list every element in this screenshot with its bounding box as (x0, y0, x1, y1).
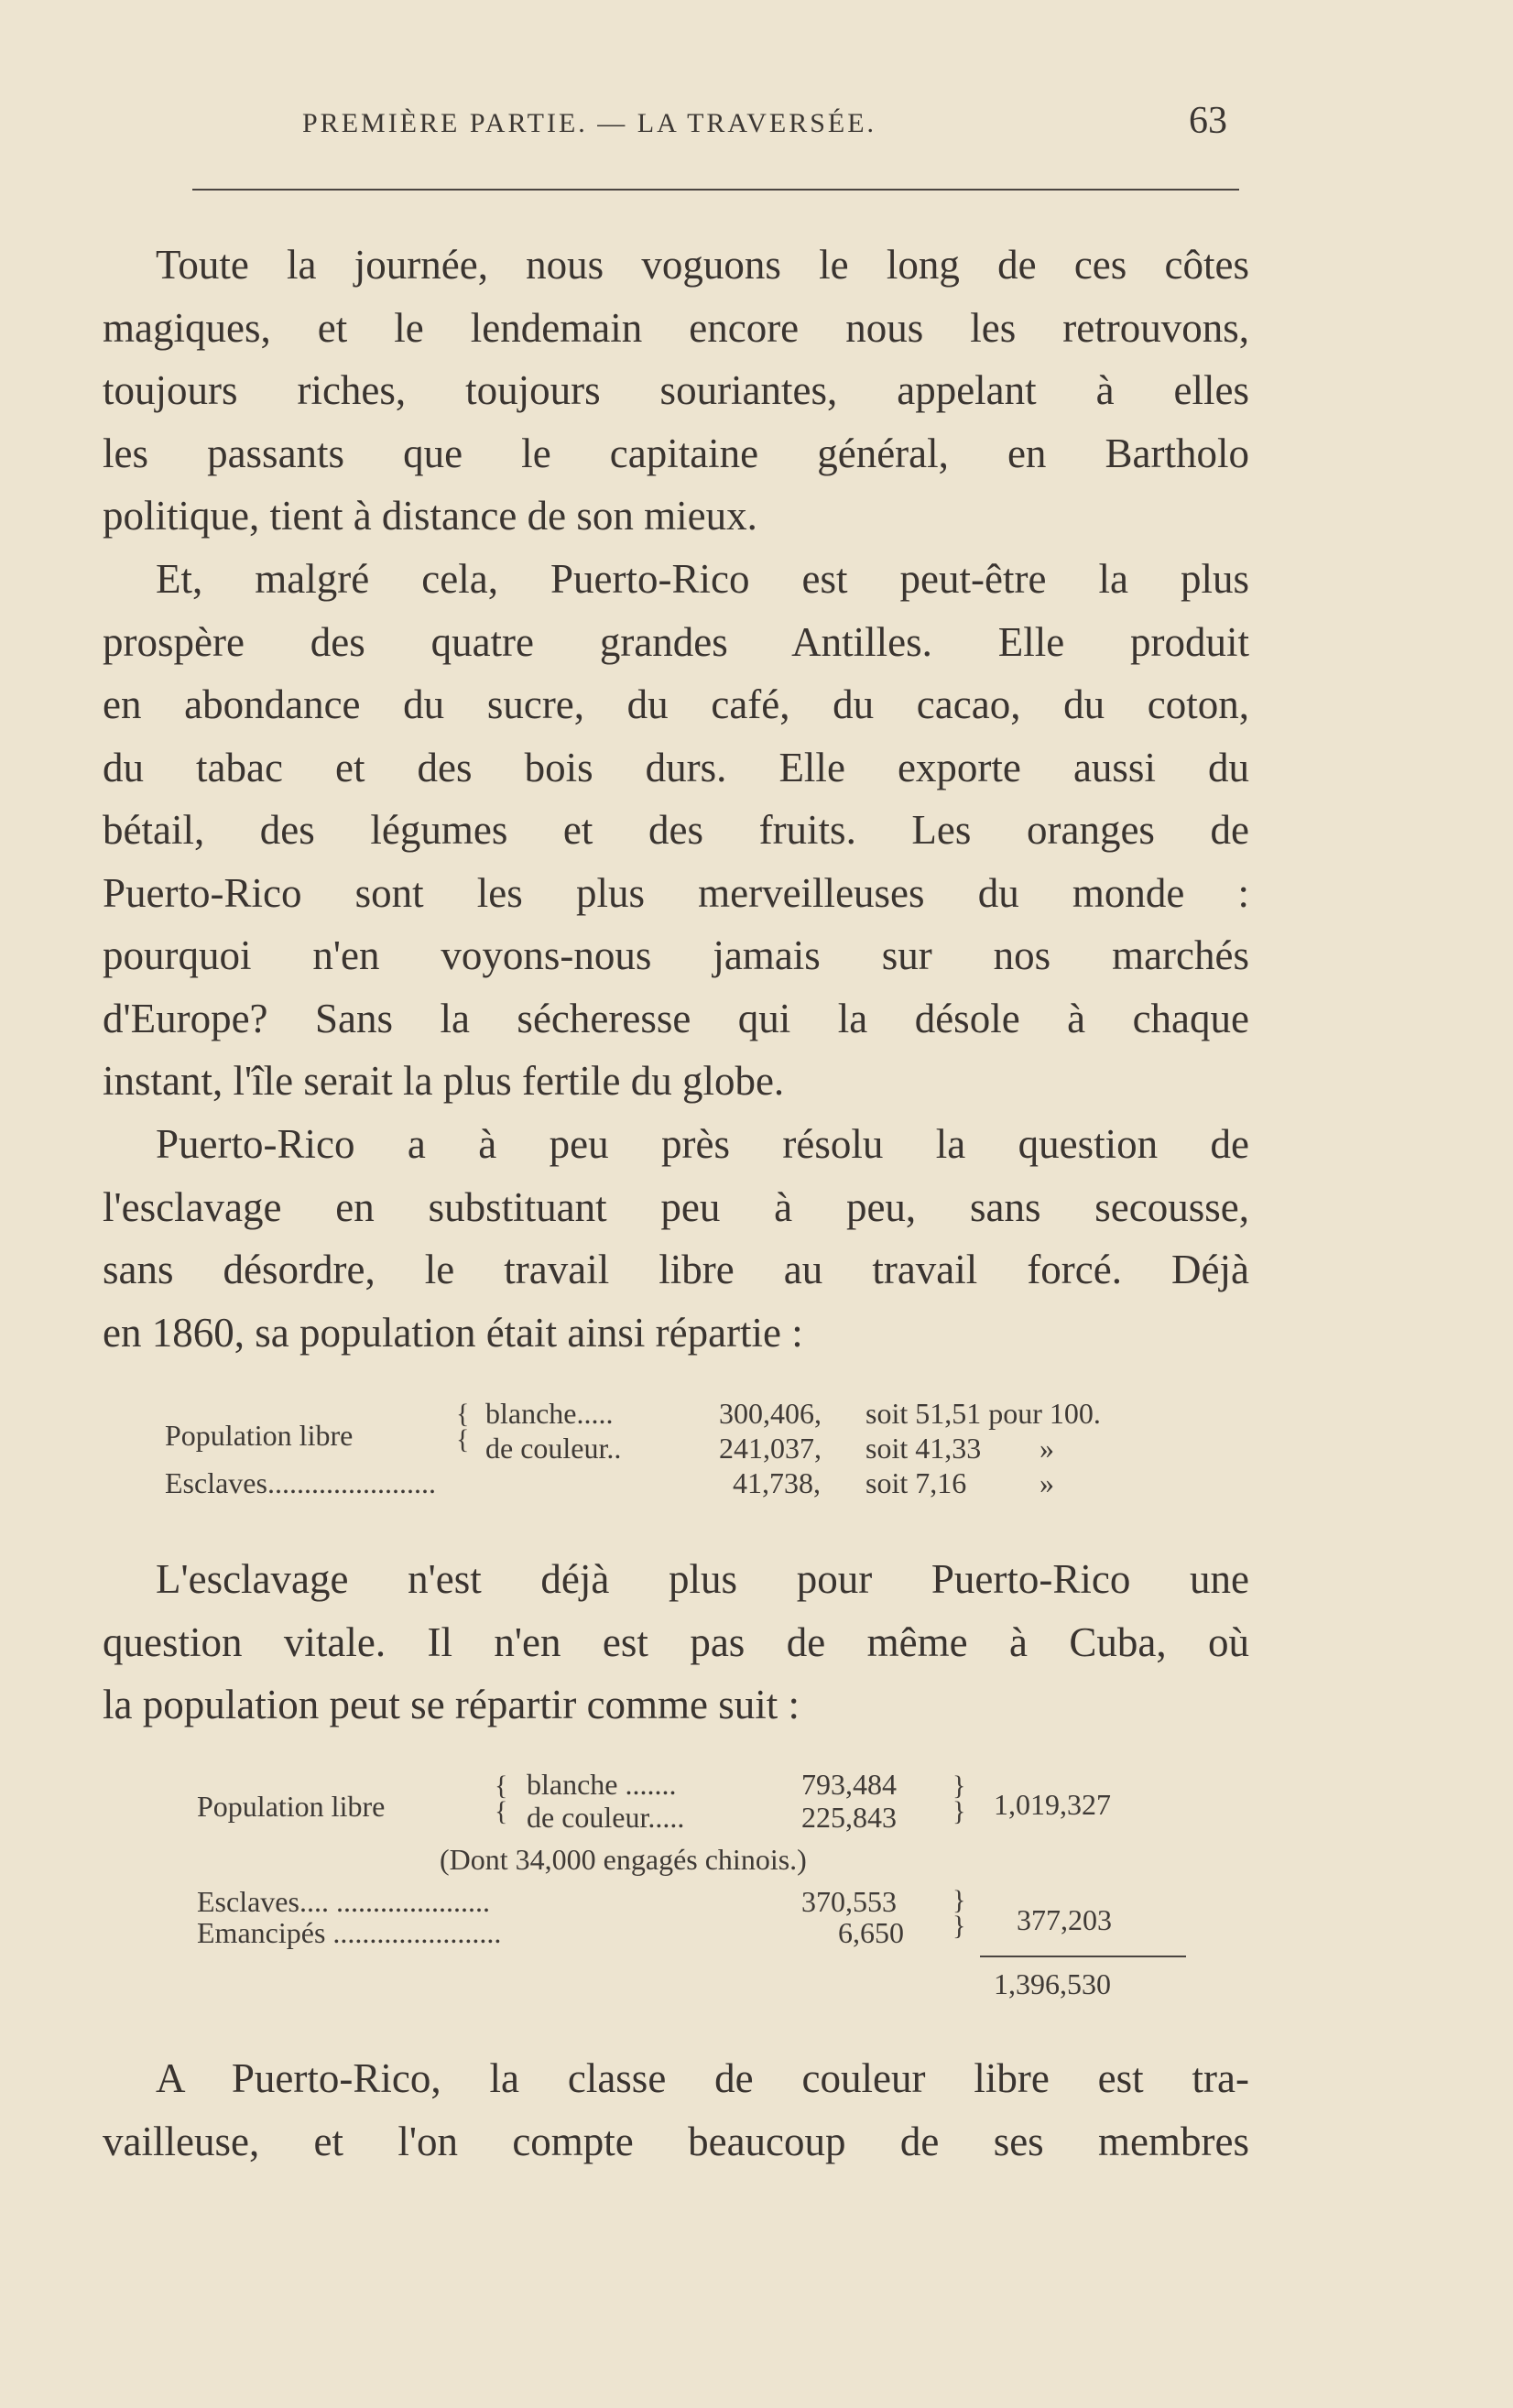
brace-glyph: } (952, 1796, 966, 1826)
grand-total: 1,396,530 (994, 1967, 1111, 2000)
text-line: A Puerto-Rico, la classe de couleur libre est tra- (156, 2055, 1249, 2101)
row-label: Esclaves.... ..................... (197, 1885, 490, 1918)
text-line: L'esclavage n'est déjà plus pour Puerto-Rico une (156, 1556, 1249, 1602)
page-number: 63 (1189, 100, 1227, 142)
row-value: 225,843 (801, 1801, 897, 1834)
running-title: PREMIÈRE PARTIE. — LA TRAVERSÉE. (302, 108, 877, 138)
text-line: en abondance du sucre, du café, du cacao, du coton, (103, 681, 1249, 727)
text-line: la population peut se répartir comme suit : (103, 1682, 800, 1727)
population-table-puerto-rico (165, 1397, 1218, 1511)
text-line: les passants que le capitaine général, en Bartholo (103, 430, 1249, 476)
text-line: vailleuse, et l'on compte beaucoup de ses membres (103, 2118, 1249, 2164)
row-value: 41,738, (733, 1466, 821, 1499)
text-line: politique, tient à distance de son mieux. (103, 493, 757, 539)
row-value: 300,406, (719, 1397, 822, 1430)
paragraph-4 (103, 1548, 1249, 1737)
text-line: en 1860, sa population était ainsi répartie : (103, 1309, 803, 1356)
brace-glyph: { (456, 1399, 470, 1429)
brace-glyph: } (952, 1885, 966, 1915)
row-label: blanche ....... (527, 1768, 677, 1801)
text-line: instant, l'île serait la plus fertile du globe. (103, 1058, 785, 1104)
brace-glyph: } (952, 1911, 966, 1941)
sum-rule (980, 1956, 1186, 1957)
brace-glyph: { (495, 1771, 508, 1801)
row-percentage: soit 7,16 (865, 1466, 967, 1499)
text-line: magiques, et le lendemain encore nous les retrouvons, (103, 304, 1249, 351)
paragraph-1 (103, 234, 1249, 548)
paragraph-5 (103, 2047, 1249, 2173)
group-label: Population libre (165, 1419, 354, 1452)
text-line: Puerto-Rico sont les plus merveilleuses du monde : (103, 869, 1249, 916)
paragraph-2 (103, 548, 1249, 1113)
row-percentage: soit 41,33 (865, 1432, 982, 1465)
header-rule (192, 189, 1239, 191)
row-label: Esclaves....................... (165, 1466, 436, 1499)
row-percentage: soit 51,51 pour 100. (865, 1397, 1101, 1430)
text-line: question vitale. Il n'en est pas de même à Cuba, où (103, 1618, 1249, 1665)
ditto-mark: » (1040, 1432, 1054, 1465)
text-line: du tabac et des bois durs. Elle exporte aussi du (103, 744, 1249, 790)
text-line: Et, malgré cela, Puerto-Rico est peut-être la plus (156, 556, 1249, 602)
text-line: l'esclavage en substituant peu à peu, sans secousse, (103, 1183, 1249, 1230)
text-line: d'Europe? Sans la sécheresse qui la désole à chaque (103, 995, 1249, 1041)
text-line: Puerto-Rico a à peu près résolu la question de (156, 1121, 1249, 1167)
text-line: sans désordre, le travail libre au travail forcé. Déjà (103, 1247, 1249, 1292)
paragraph-3 (103, 1113, 1249, 1364)
brace-glyph: { (495, 1796, 508, 1826)
ditto-mark: » (1040, 1466, 1054, 1499)
text-line: prospère des quatre grandes Antilles. Elle produit (103, 618, 1249, 665)
row-value: 370,553 (801, 1885, 897, 1918)
brace-glyph: } (952, 1771, 966, 1801)
text-line: toujours riches, toujours souriantes, appelant à elles (103, 367, 1249, 413)
row-label: de couleur.. (485, 1432, 622, 1465)
row-label: de couleur..... (527, 1801, 685, 1834)
text-line: Toute la journée, nous voguons le long de ces côtes (156, 242, 1249, 288)
group-label: Population libre (197, 1790, 386, 1823)
row-label: blanche..... (485, 1397, 614, 1430)
row-value: 241,037, (719, 1432, 822, 1465)
text-line: pourquoi n'en voyons-nous jamais sur nos marchés (103, 932, 1249, 978)
population-table-cuba (197, 1768, 1250, 2043)
brace-glyph: { (456, 1424, 470, 1455)
row-value: 793,484 (801, 1768, 897, 1801)
free-total: 1,019,327 (994, 1788, 1111, 1821)
note: (Dont 34,000 engagés chinois.) (440, 1843, 807, 1876)
bonded-total: 377,203 (1017, 1903, 1112, 1936)
row-value: 6,650 (838, 1916, 904, 1949)
text-line: bétail, des légumes et des fruits. Les oranges de (103, 807, 1249, 853)
row-label: Emancipés ....................... (197, 1916, 502, 1949)
